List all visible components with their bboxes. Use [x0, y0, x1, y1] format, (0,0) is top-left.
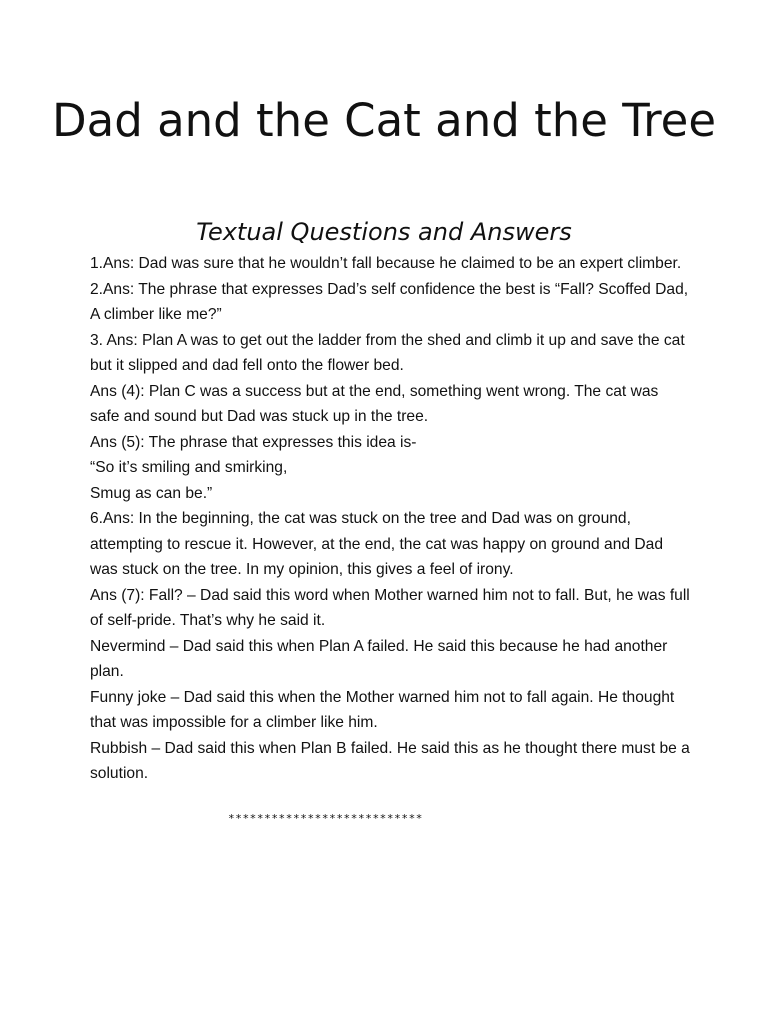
answer-7-fall: Ans (7): Fall? – Dad said this word when Mother warned him not to fall. But, he was full of self-pride. That’s why he said it. [90, 586, 690, 629]
answer-7-nevermind: Nevermind – Dad said this when Plan A failed. He said this because he had another plan. [90, 637, 668, 680]
answer-5: Ans (5): The phrase that expresses this idea is- [90, 433, 417, 451]
answer-5-quote-line-1: “So it’s smiling and smirking, [90, 459, 288, 476]
answer-7-rubbish: Rubbish – Dad said this when Plan B failed. He said this as he thought there must be a solution. [90, 739, 690, 782]
document-title: Dad and the Cat and the Tree [51, 94, 717, 147]
answer-7-funny-joke: Funny joke – Dad said this when the Mother warned him not to fall again. He thought that was impossible for a climber like him. [90, 688, 675, 731]
answer-5-quote-line-2: Smug as can be.” [90, 484, 213, 502]
document-subtitle: Textual Questions and Answers [196, 218, 572, 246]
answer-2: 2.Ans: The phrase that expresses Dad’s self confidence the best is “Fall? Scoffed Dad, A climber like me?” [90, 280, 689, 323]
answer-6: 6.Ans: In the beginning, the cat was stuck on the tree and Dad was on ground, attempting to rescue it. However, at the end, the cat was happy on ground and Dad was stuck on the tree. In my opinion, this gives a feel of irony. [90, 510, 663, 578]
document-body [90, 251, 690, 787]
answer-3: 3. Ans: Plan A was to get out the ladder from the shed and climb it up and save the cat but it slipped and dad fell onto the flower bed. [90, 331, 685, 374]
answer-1: 1.Ans: Dad was sure that he wouldn’t fall because he claimed to be an expert climber. [90, 255, 682, 272]
answer-4: Ans (4): Plan C was a success but at the end, something went wrong. The cat was safe and sound but Dad was stuck up in the tree. [90, 382, 659, 425]
separator-stars: *************************** [228, 812, 424, 825]
